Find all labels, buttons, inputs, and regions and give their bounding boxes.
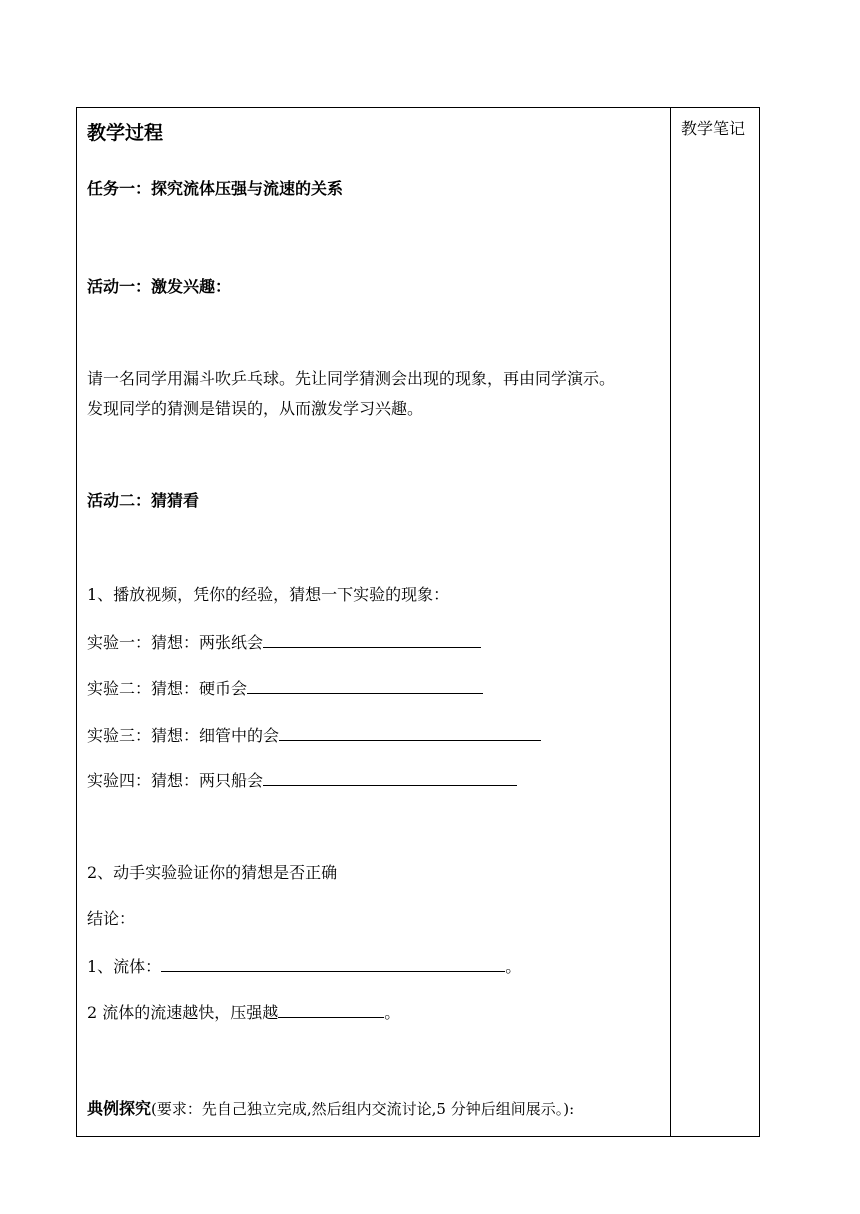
conclusion2-suffix: 。 xyxy=(384,1003,401,1022)
experiment1-line xyxy=(87,630,481,653)
activity1-text-line1: 请一名同学用漏斗吹乒乓球。先让同学猜测会出现的现象，再由同学演示。 xyxy=(87,369,616,388)
task-heading: 任务一：探究流体压强与流速的关系 xyxy=(87,179,344,198)
experiment4-blank[interactable] xyxy=(263,769,517,786)
column-divider xyxy=(670,108,671,1136)
step1-text: 1、播放视频，凭你的经验，猜想一下实验的现象： xyxy=(87,585,450,604)
activity1-text-line2: 发现同学的猜测是错误的，从而激发学习兴趣。 xyxy=(87,399,424,418)
conclusion-label: 结论： xyxy=(87,909,136,928)
experiment2-line xyxy=(87,676,483,699)
experiment2-text: 实验二：猜想：硬币会 xyxy=(87,679,248,698)
conclusion2-line xyxy=(87,1000,400,1023)
experiment4-text: 实验四：猜想：两只船会 xyxy=(87,771,264,790)
experiment3-blank[interactable] xyxy=(279,724,541,741)
conclusion1-prefix: 1、流体： xyxy=(87,957,162,976)
example-title: 典例探究 xyxy=(87,1099,152,1118)
activity1-heading: 活动一：激发兴趣： xyxy=(87,277,232,296)
example-line xyxy=(87,1096,574,1119)
example-requirement: (要求：先自己独立完成,然后组内交流讨论,5 分钟后组间展示。): xyxy=(151,1100,575,1118)
experiment1-blank[interactable] xyxy=(263,631,481,648)
section-title: 教学过程 xyxy=(87,122,164,144)
conclusion2-blank[interactable] xyxy=(278,1001,384,1018)
experiment1-text: 实验一：猜想：两张纸会 xyxy=(87,633,264,652)
experiment2-blank[interactable] xyxy=(247,677,483,694)
activity2-heading: 活动二：猜猜看 xyxy=(87,491,200,510)
notes-column-header: 教学笔记 xyxy=(681,119,746,138)
step2-text: 2、动手实验验证你的猜想是否正确 xyxy=(87,863,338,882)
experiment3-text: 实验三：猜想：细管中的会 xyxy=(87,726,280,745)
experiment3-line xyxy=(87,723,541,746)
conclusion1-line xyxy=(87,954,521,977)
experiment4-line xyxy=(87,768,517,791)
conclusion2-prefix: 2 流体的流速越快，压强越 xyxy=(87,1003,279,1022)
conclusion1-suffix: 。 xyxy=(505,957,522,976)
lesson-table xyxy=(76,107,760,1137)
conclusion1-blank[interactable] xyxy=(161,955,505,972)
